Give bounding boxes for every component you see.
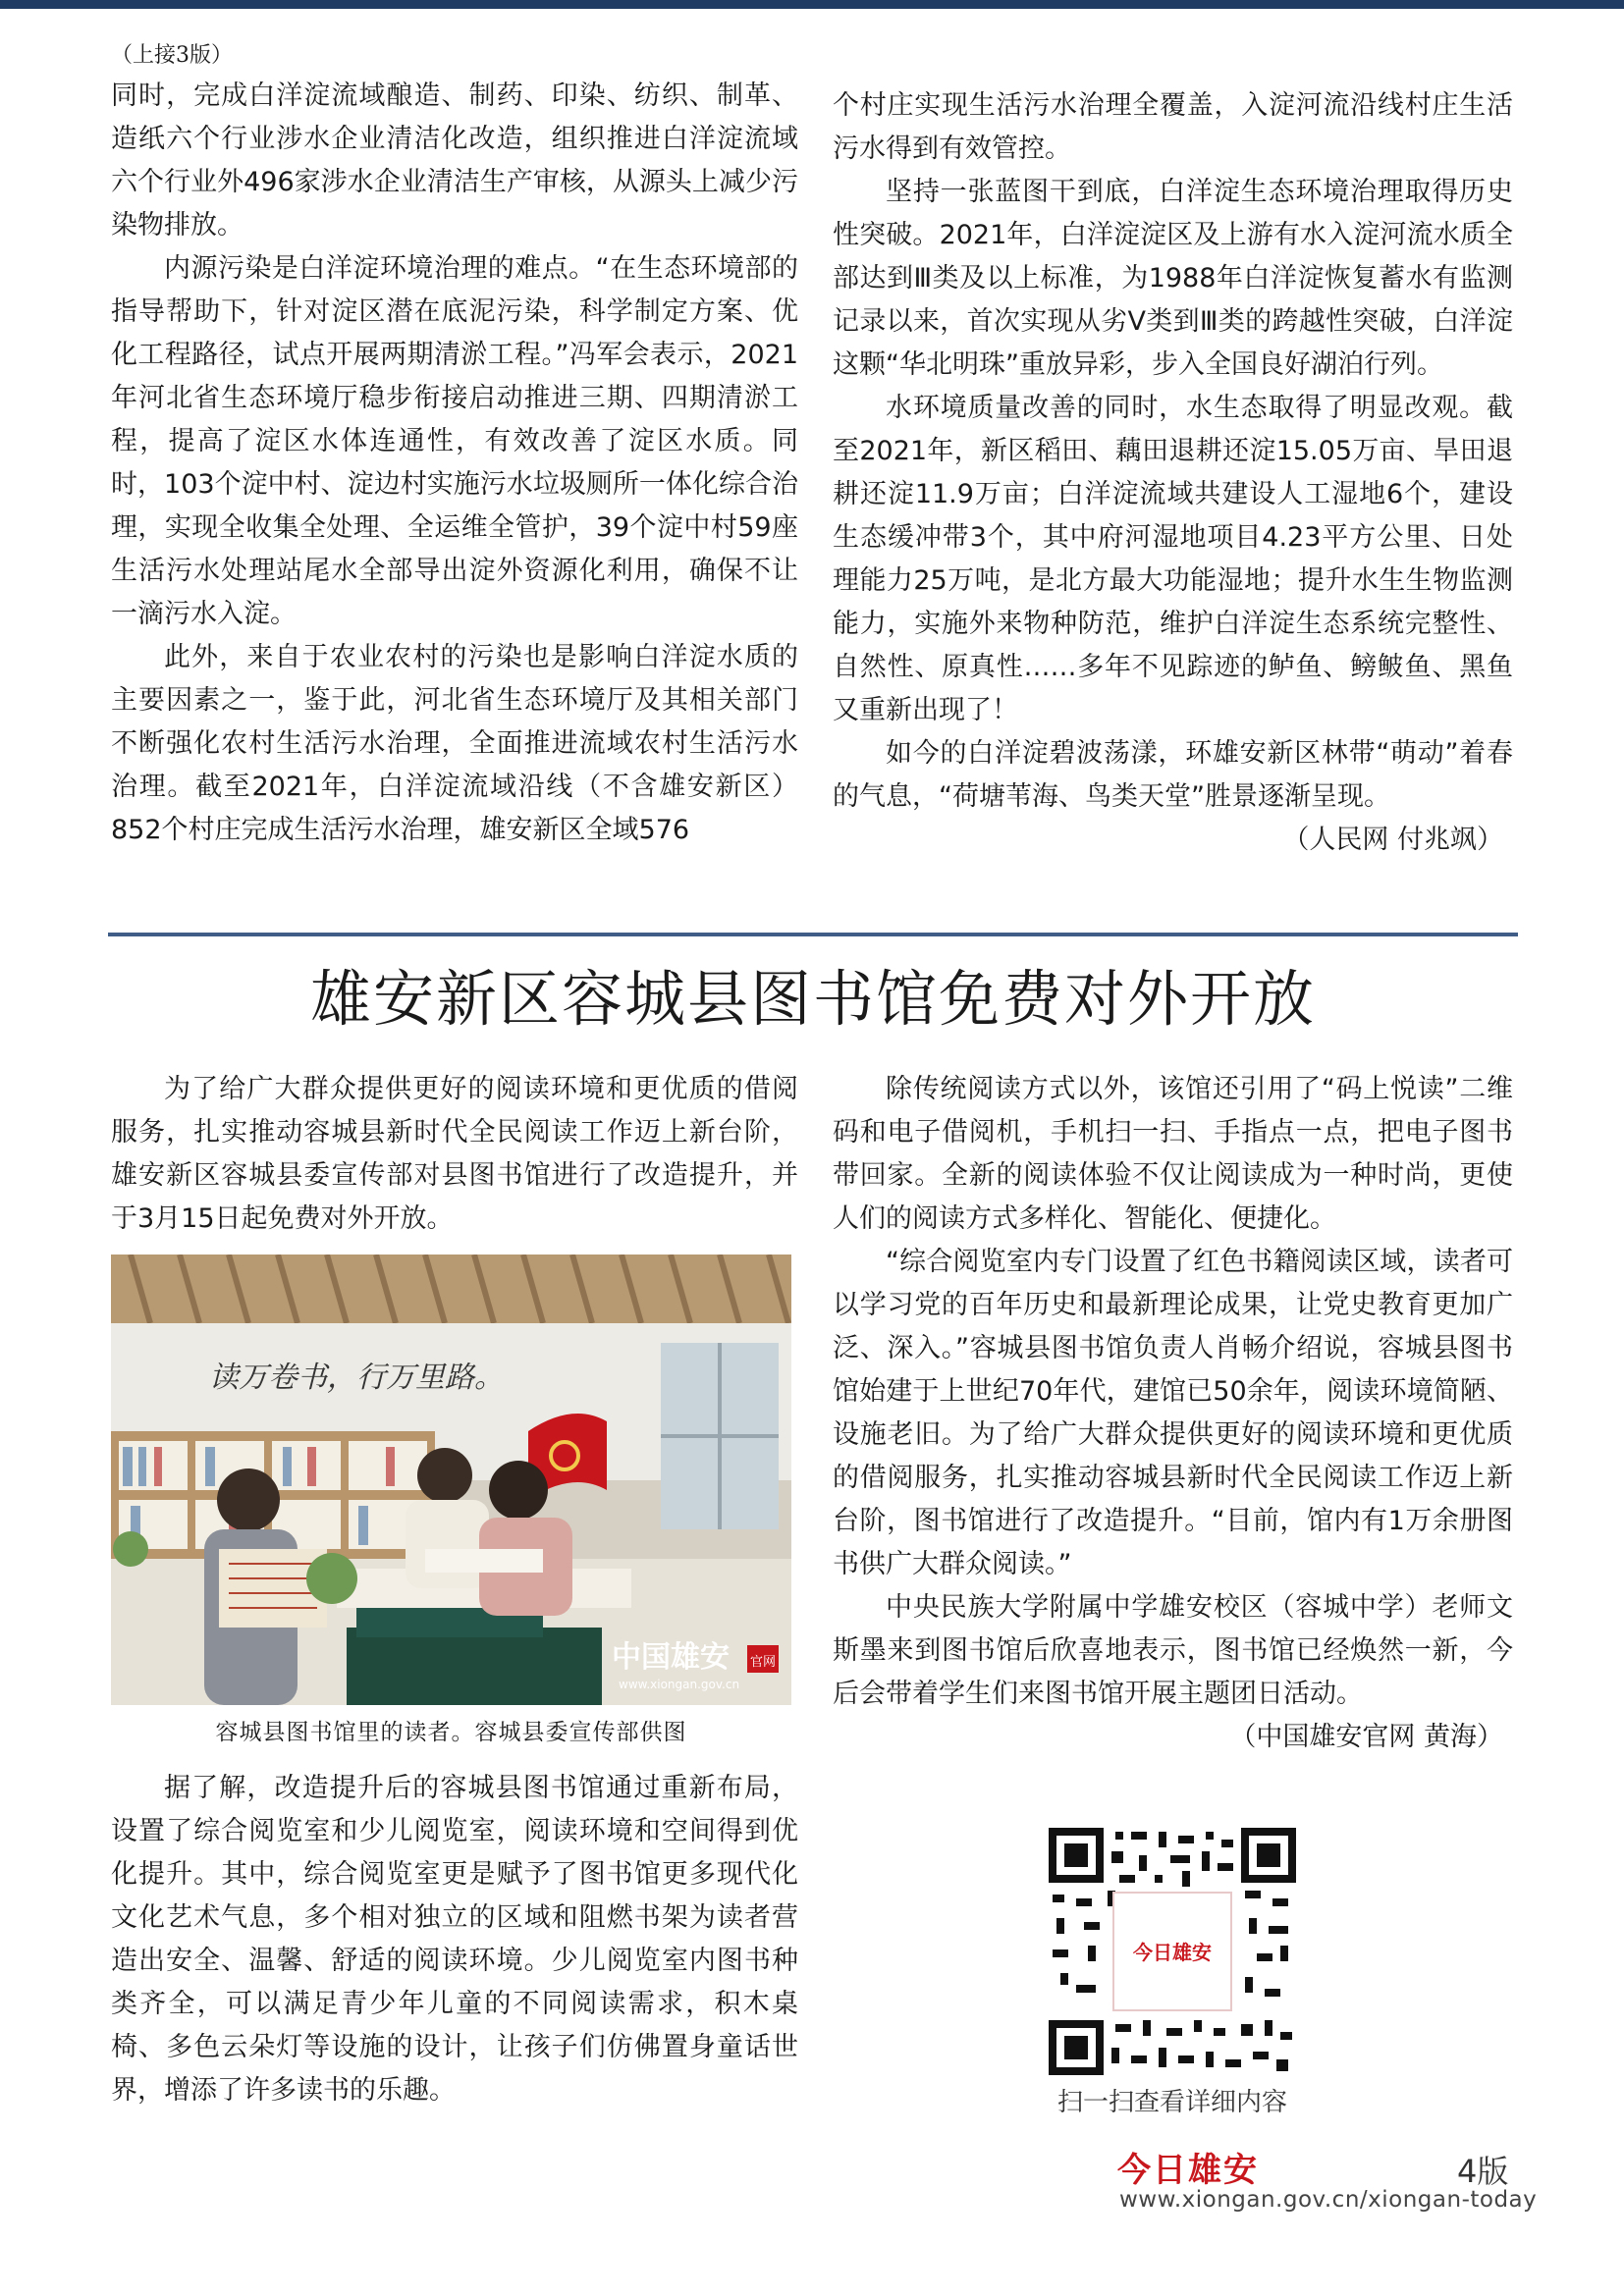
photo-watermark: 中国雄安 [612,1640,730,1675]
footer-url[interactable]: www.xiongan.gov.cn/xiongan-today [1119,2187,1538,2213]
photo-watermark-url: www.xiongan.gov.cn [619,1678,740,1691]
continuation-note: （上接3版） [111,43,233,68]
article1-right-column [833,84,1513,862]
paragraph: “综合阅览室内专门设置了红色书籍阅读区域，读者可以学习党的百年历史和最新理论成果，让党史教育更加广泛、深入。”容城县图书馆负责人肖畅介绍说，容城县图书馆始建于上世纪70年代，建馆已50余年，阅读环境简陋、设施老旧。为了给广大群众提供更好的阅读环境和更优质的借阅服务，扎实推动容城县新时代全民阅读工作迈上新台阶，图书馆进行了改造提升。“目前，馆内有1万余册图书供广大群众阅读。” [833,1247,1513,1579]
wall-slogan: 读万卷书，行万里路。 [209,1361,504,1395]
edition-number: 4版 [1457,2153,1509,2190]
paragraph: 水环境质量改善的同时，水生态取得了明显改观。截至2021年，新区稻田、藕田退耕还淀15.05万亩、旱田退耕还淀11.9万亩；白洋淀流域共建设人工湿地6个，建设生态缓冲带3个，其中府河湿地项目4.23平方公里、日处理能力25万吨，是北方最大功能湿地；提升水生生物监测能力，实施外来物种防范，维护白洋淀生态系统完整性、自然性、原真性……多年不见踪迹的鲈鱼、鳑鲏鱼、黑鱼又重新出现了！ [833,393,1513,725]
brand-logo: 今日雄安 [1117,2151,1259,2190]
article1-left-column [111,39,798,852]
photo-watermark-badge: 官网 [750,1655,777,1670]
article2-left-bottom [111,1767,798,2112]
headline: 雄安新区容城县图书馆免费对外开放 [309,963,1316,1035]
library-photo [111,1255,791,1705]
qr-code[interactable] [1049,1828,1296,2075]
byline: （人民网 付兆飒） [1282,825,1503,855]
paragraph: 如今的白洋淀碧波荡漾，环雄安新区林带“萌动”着春的气息，“荷塘苇海、鸟类天堂”胜景逐渐呈现。 [833,738,1513,812]
photo-caption: 容城县图书馆里的读者。容城县委宣传部供图 [215,1720,687,1745]
paragraph: 内源污染是白洋淀环境治理的难点。“在生态环境部的指导帮助下，针对淀区潜在底泥污染，科学制定方案、优化工程路径，试点开展两期清淤工程。”冯军会表示，2021年河北省生态环境厅稳步衔接启动推进三期、四期清淤工程，提高了淀区水体连通性，有效改善了淀区水质。同时，103个淀中村、淀边村实施污水垃圾厕所一体化综合治理，实现全收集全处理、全运维全管护，39个淀中村59座生活污水处理站尾水全部导出淀外资源化利用，确保不让一滴污水入淀。 [111,253,798,629]
article2-right-column [833,1068,1513,1759]
byline: （中国雄安官网 黄海） [1229,1722,1503,1752]
paragraph: 此外，来自于农业农村的污染也是影响白洋淀水质的主要因素之一，鉴于此，河北省生态环境厅及其相关部门不断强化农村生活污水治理，全面推进流域农村生活污水治理。截至2021年，白洋淀流域沿线（不含雄安新区）852个村庄完成生活污水治理，雄安新区全域576 [111,642,798,845]
paragraph: 据了解，改造提升后的容城县图书馆通过重新布局，设置了综合阅览室和少儿阅览室，阅读环境和空间得到优化提升。其中，综合阅览室更是赋予了图书馆更多现代化文化艺术气息，多个相对独立的区域和阻燃书架为读者营造出安全、温馨、舒适的阅读环境。少儿阅览室内图书种类齐全，可以满足青少年儿童的不同阅读需求，积木桌椅、多色云朵灯等设施的设计，让孩子们仿佛置身童话世界，增添了许多读书的乐趣。 [111,1773,798,2106]
article2-left-top [111,1068,798,1241]
paragraph: 为了给广大群众提供更好的阅读环境和更优质的借阅服务，扎实推动容城县新时代全民阅读工作迈上新台阶，雄安新区容城县委宣传部对县图书馆进行了改造提升，并于3月15日起免费对外开放。 [111,1074,798,1234]
paragraph: 个村庄实现生活污水治理全覆盖，入淀河流沿线村庄生活污水得到有效管控。 [833,90,1513,164]
section-divider [108,933,1518,936]
qr-center-label: 今日雄安 [1133,1941,1212,1964]
paragraph: 除传统阅读方式以外，该馆还引用了“码上悦读”二维码和电子借阅机，手机扫一扫、手指点一点，把电子图书带回家。全新的阅读体验不仅让阅读成为一种时尚，更使人们的阅读方式多样化、智能化、便捷化。 [833,1074,1513,1234]
qr-caption: 扫一扫查看详细内容 [1056,2088,1287,2117]
paragraph: 中央民族大学附属中学雄安校区（容城中学）老师文斯墨来到图书馆后欣喜地表示，图书馆已经焕然一新，今后会带着学生们来图书馆开展主题团日活动。 [833,1592,1513,1709]
top-bar [0,0,1624,9]
paragraph: 坚持一张蓝图干到底，白洋淀生态环境治理取得历史性突破。2021年，白洋淀淀区及上游有水入淀河流水质全部达到Ⅲ类及以上标准，为1988年白洋淀恢复蓄水有监测记录以来，首次实现从劣Ⅴ类到Ⅲ类的跨越性突破，白洋淀这颗“华北明珠”重放异彩，步入全国良好湖泊行列。 [833,177,1513,380]
paragraph: 同时，完成白洋淀流域酿造、制药、印染、纺织、制革、造纸六个行业涉水企业清洁化改造，组织推进白洋淀流域六个行业外496家涉水企业清洁生产审核，从源头上减少污染物排放。 [111,80,798,240]
